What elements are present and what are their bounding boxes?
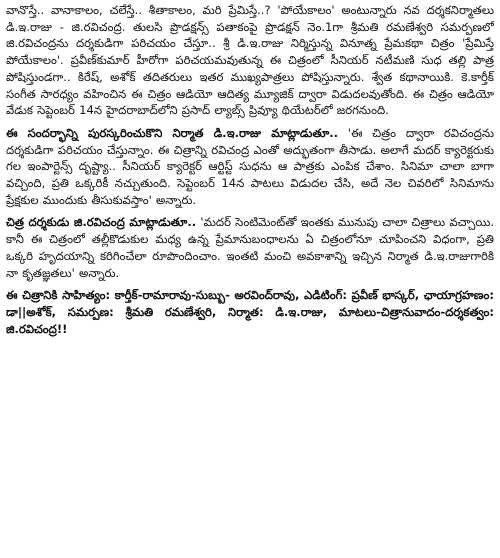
paragraph-text: 'మదర్ సెంటిమెంట్‌తో ఇంతకు మునుపు చాలా చిత్రాలు వచ్చాయి. కానీ ఈ చిత్రంలో తల్లీకొడుకుల మధ్య ఉన్న ప్రేమానుబంధాలను ఏ చిత్రంలోనూ చూపించని విధంగా, ప్రతి ఒక్కరి హృదయాన్ని కరిగించేలా రూపొందించాం. ఇంతటి మంచి అవకాశాన్ని ఇచ్చిన నిర్మాత డి.ఇ.రాజుగారికి నా కృతజ్ఞతలు' అన్నారు. — [6, 215, 494, 280]
paragraph-text: 'ఈ చిత్రం ద్వారా రవిచంద్రను దర్శకుడిగా పరిచయం చేస్తున్నాం. ఈ చిత్రాన్ని రవిచంద్ర ఎంతో అద్భుతంగా తీసాడు. అలాగే మదర్ క్యారెక్టరుకు గల ఇంపార్టెన్స్ దృష్ట్యా.. సీనియర్ క్యారెక్టర్ ఆర్టిస్ట్ సుధను ఆ పాత్రకు ఎంపిక చేశాం. సినిమా చాలా బాగా వచ్చింది, ప్రతి ఒక్కరికీ నచ్చుతుంది. సెప్టెంబర్ 14న పాటలు విడుదల చేసి, అదే నెల చివరిలో సినిమాను ప్రేక్షకుల ముందుకు తీసుకువస్తాం' అన్నారు. — [6, 125, 494, 207]
paragraph-lead: ఈ సందర్భాన్ని పురస్కరించుకొని నిర్మాత డి.ఇ.రాజు మాట్లాడుతూ.. — [6, 125, 339, 140]
paragraph-lead: ఈ చిత్రానికి సాహిత్యం: కార్తీక్-రామారావు-సుబ్బు- అరవింద్‌రావు, ఎడిటింగ్: ప్రవీణ్ భాస్కర్, ఛాయాగ్రహణం: డా||అశోక్, సమర్పణ: శ్రీమతి రమణేశ్వరి, నిర్మాత: డి.ఇ.రాజు, మాటలు-చిత్రానువాదం-దర్శకత్వం: జి.రవిచంద్ర!! — [6, 288, 494, 336]
article-paragraph-credits — [6, 287, 494, 337]
paragraph-text: వానొస్తే.. వానాకాలం, చలేస్తే.. శీతాకాలం, మరి ప్రేమిస్తే..? 'పోయేకాలం' అంటున్నారు నవ దర్శకనిర్మాతలు డి.ఇ.రాజు - జి.రవిచంద్ర. తులసి ప్రొడక్షన్స్ పతాకంపై ప్రొడక్షన్ నెం.1గా శ్రీమతి రమణేశ్వరి సమర్పణలో జి.రవిచంద్రను దర్శకుడిగా పరిచయం చేస్తూ.. శ్రీ డి.ఇ.రాజు నిర్మిస్తున్న వినూత్న ప్రేమకథా చిత్రం 'ప్రేమిస్తే పోయేకాలం'. ప్రవీణ్‌కుమార్ హీరోగా పరిచయమవుతున్న ఈ చిత్రంలో సీనియర్ నటీమణి సుధ తల్లి పాత్ర పోషిస్తుండగా.. కిరేష్, అశోక్ తదితరులు ఇతర ముఖ్యపాత్రలు పోషిస్తున్నారు. శ్వేత కథానాయికి. కె.కార్తీక్ సంగీత సారధ్యం వహించిన ఈ చిత్రం ఆడియో ఆదిత్య మ్యూజిక్ ద్వారా విడుదలవుతోంది. ఈ చిత్రం ఆడియో వేడుక సెప్టెంబర్ 14న హైదరాబాద్‌లోని ప్రసాద్ ల్యాబ్స్ ప్రివ్యూ థియేటర్‌లో జరగనుంది. — [6, 3, 494, 118]
paragraph-lead: చిత్ర దర్శకుడు జి.రవిచంద్ర మాట్లాడుతూ.. — [6, 215, 197, 230]
article-paragraph-intro — [6, 2, 494, 119]
article-paragraph-producer-quote — [6, 125, 494, 209]
article-paragraph-director-quote — [6, 214, 494, 281]
